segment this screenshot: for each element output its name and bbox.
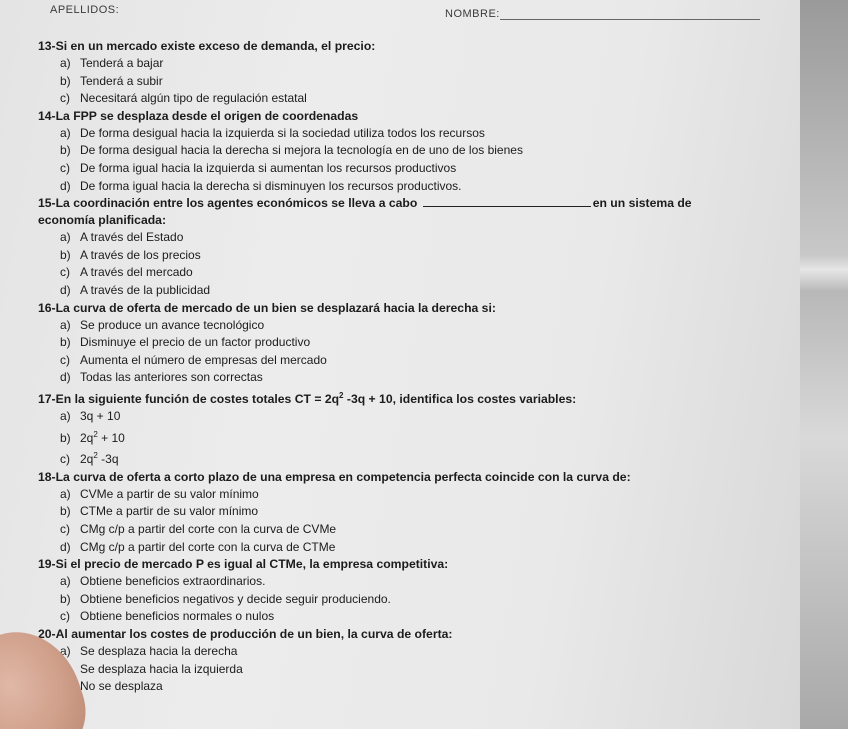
option: a) Obtiene beneficios extraordinarios. bbox=[60, 574, 266, 589]
answer-blank bbox=[423, 206, 591, 207]
option: d) CMg c/p a partir del corte con la curva de CTMe bbox=[60, 539, 336, 554]
question-text: 15-La coordinación entre los agentes económicos se lleva a cabo en un sistema de bbox=[38, 196, 692, 211]
option: c) CMg c/p a partir del corte con la curva de CVMe bbox=[60, 521, 337, 536]
option: d) A través de la publicidad bbox=[60, 282, 211, 297]
option: c) A través del mercado bbox=[60, 265, 193, 280]
option: c) De forma igual hacia la izquierda si aumentan los recursos productivos bbox=[60, 160, 457, 175]
option: c) Necesitará algún tipo de regulación estatal bbox=[60, 91, 307, 106]
option: b) De forma desigual hacia la derecha si mejora la tecnología en de uno de los bienes bbox=[60, 143, 523, 158]
question-text: 13-Si en un mercado existe exceso de demanda, el precio: bbox=[38, 39, 376, 53]
option: a) Tenderá a bajar bbox=[60, 56, 164, 70]
option: c) $2q^2$ -3q bbox=[60, 451, 119, 467]
background-edge bbox=[800, 0, 848, 729]
question-text: 20-Al aumentar los costes de producción de un bien, la curva de oferta: bbox=[38, 626, 453, 641]
apellidos-label: APELLIDOS: bbox=[50, 4, 120, 16]
option: a) Se desplaza hacia la derecha bbox=[60, 643, 238, 658]
option: d) Todas las anteriores son correctas bbox=[60, 370, 263, 385]
nombre-line bbox=[500, 19, 760, 20]
header bbox=[50, 4, 760, 18]
question-text: 16-La curva de oferta de mercado de un bien se desplazará hacia la derecha si: bbox=[38, 300, 496, 315]
option: b) Obtiene beneficios negativos y decide seguir produciendo. bbox=[60, 591, 391, 606]
question-text-cont: economía planificada: bbox=[38, 213, 166, 228]
nombre-label: NOMBRE: bbox=[445, 8, 500, 20]
option: a) De forma desigual hacia la izquierda si la sociedad utiliza todos los recursos bbox=[60, 125, 485, 140]
option: b) A través de los precios bbox=[60, 247, 201, 262]
cost-formula: CT = $2q^2$ -3q + 10 bbox=[294, 390, 393, 406]
question-20 bbox=[38, 626, 758, 696]
option: b) Disminuye el precio de un factor productivo bbox=[60, 335, 311, 350]
question-14 bbox=[38, 108, 758, 195]
option: a) 3q + 10 bbox=[60, 408, 121, 423]
option: Se desplaza hacia la izquierda bbox=[80, 661, 243, 676]
option: a) CVMe a partir de su valor mínimo bbox=[60, 486, 259, 501]
question-list bbox=[38, 38, 758, 696]
question-19 bbox=[38, 556, 758, 626]
option: d) De forma igual hacia la derecha si disminuyen los recursos productivos. bbox=[60, 178, 462, 193]
option: a) A través del Estado bbox=[60, 230, 184, 245]
question-15 bbox=[38, 195, 758, 299]
question-18 bbox=[38, 469, 758, 556]
question-text: 17-En la siguiente función de costes totales CT = $2q^2$ -3q + 10, identifica los costes variables: bbox=[38, 390, 577, 406]
option: c) Aumenta el número de empresas del mercado bbox=[60, 352, 327, 367]
question-text: 19-Si el precio de mercado P es igual al CTMe, la empresa competitiva: bbox=[38, 557, 449, 572]
question-text: 14-La FPP se desplaza desde el origen de coordenadas bbox=[38, 108, 359, 123]
option: b) Tenderá a subir bbox=[60, 73, 163, 88]
question-13 bbox=[38, 38, 758, 108]
option: No se desplaza bbox=[80, 679, 163, 694]
option: a) Se produce un avance tecnológico bbox=[60, 317, 265, 332]
question-text: 18-La curva de oferta a corto plazo de una empresa en competencia perfecta coincide con la curva de: bbox=[38, 469, 631, 484]
option: b) CTMe a partir de su valor mínimo bbox=[60, 504, 259, 519]
question-17 bbox=[38, 387, 758, 469]
option: b) $2q^2 + 10$ bbox=[60, 429, 125, 445]
question-16 bbox=[38, 300, 758, 387]
option: c) Obtiene beneficios normales o nulos bbox=[60, 609, 275, 624]
